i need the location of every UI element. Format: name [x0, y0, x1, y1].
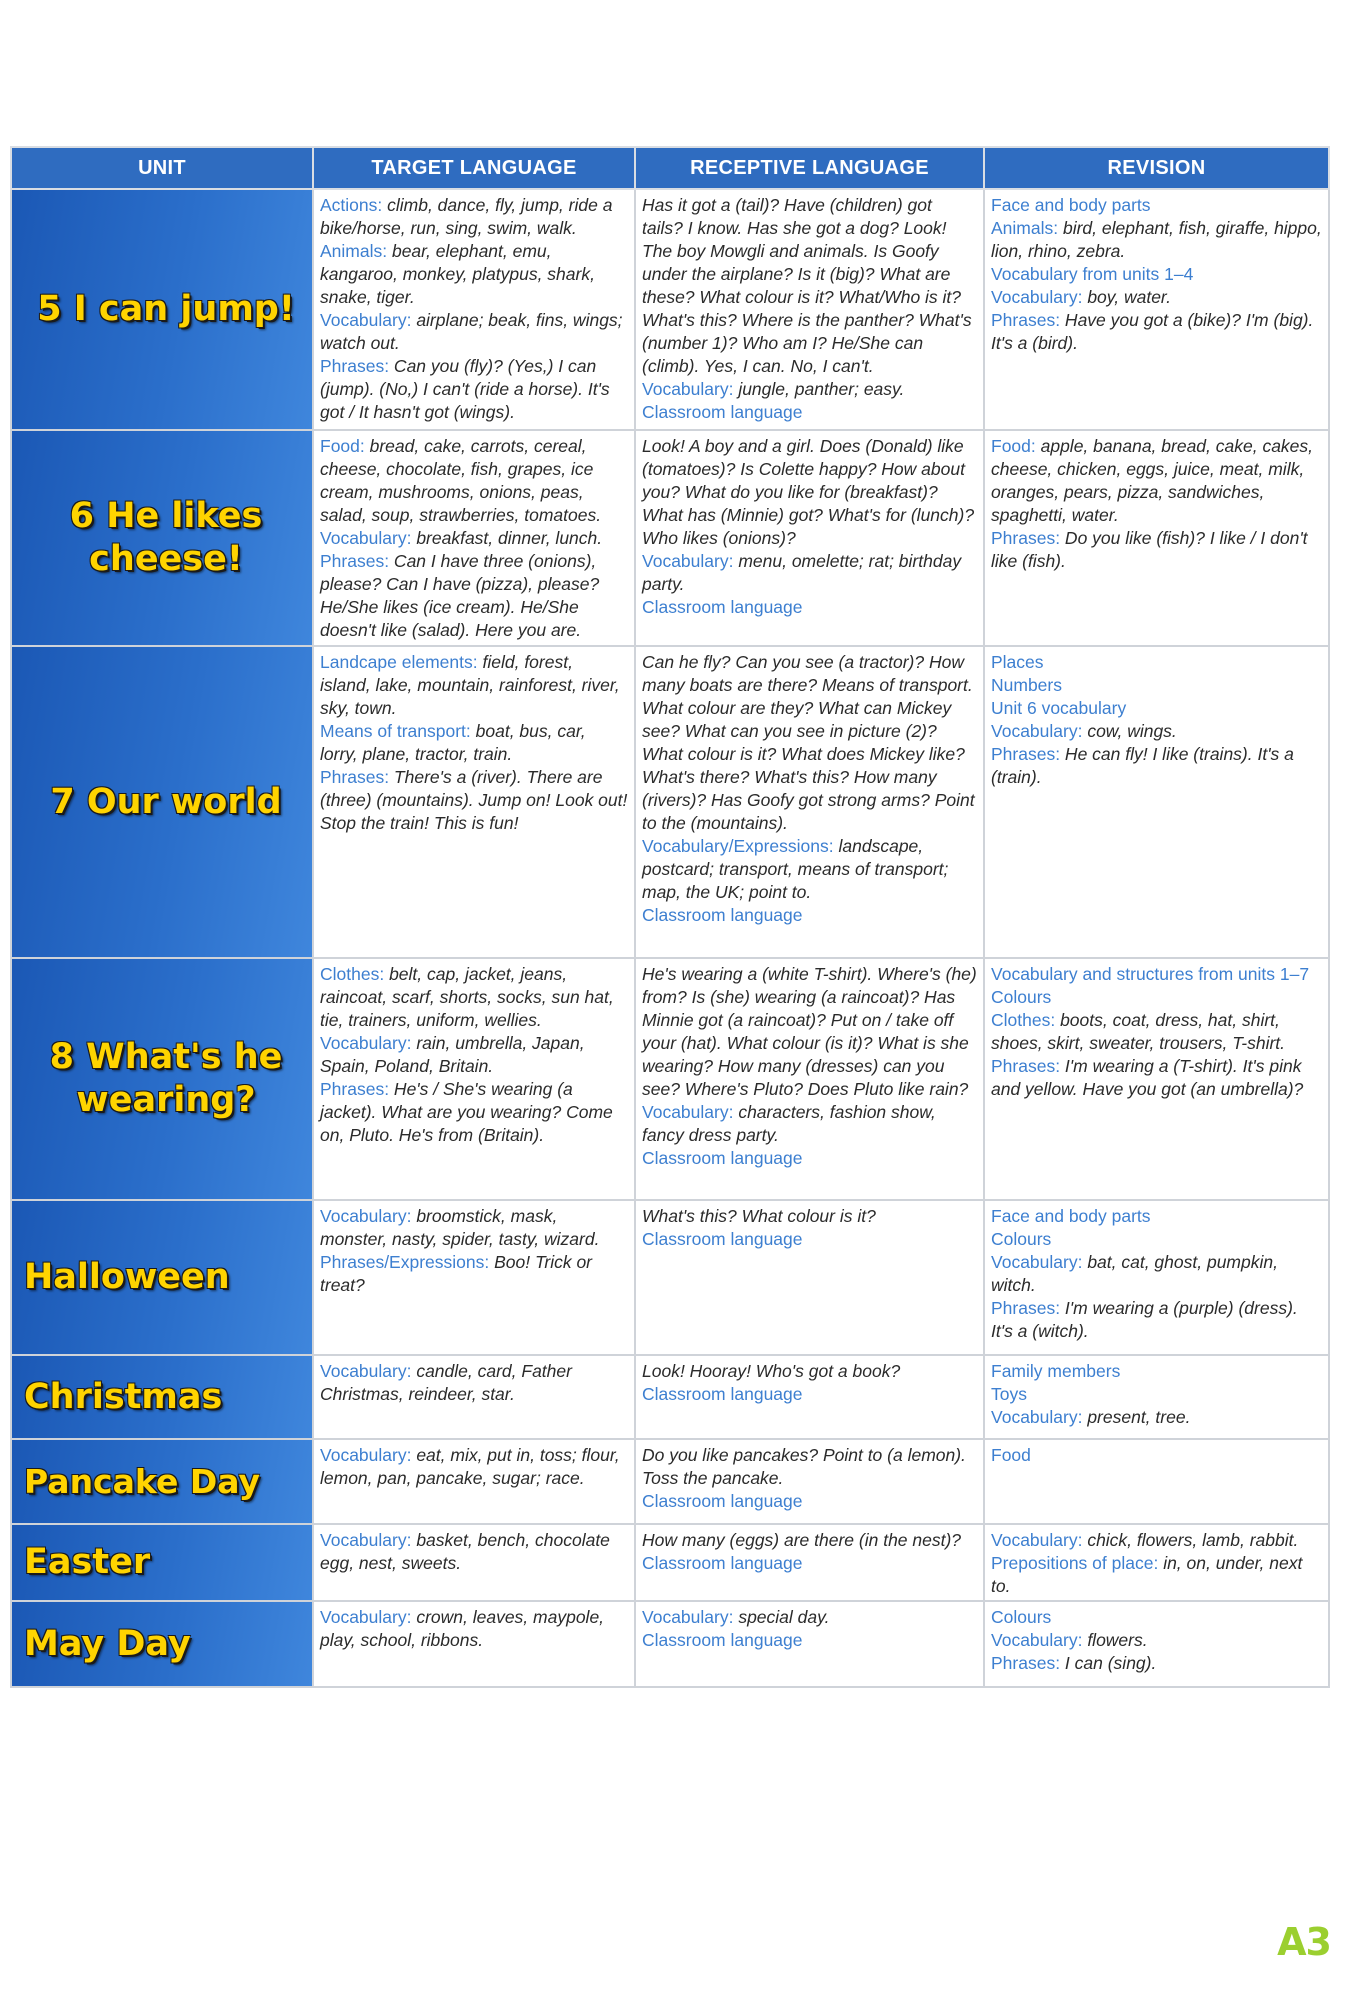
entry-label: Vocabulary: — [642, 551, 734, 571]
unit-title: Easter — [24, 1542, 151, 1582]
entry-text: boy, water. — [1082, 287, 1171, 307]
entry-text: Boo! Trick or treat? — [320, 1252, 593, 1295]
entry-label: Phrases: — [320, 1079, 390, 1099]
unit-cell — [11, 958, 313, 1200]
entry-label: Phrases: — [991, 1056, 1061, 1076]
entry-label: Vocabulary/Expressions: — [642, 836, 834, 856]
revision-cell — [984, 1524, 1329, 1601]
revision-cell — [984, 1439, 1329, 1524]
unit-title: May Day — [24, 1623, 191, 1664]
entry-text: jungle, panther; easy. — [733, 379, 905, 399]
entry-label: Vocabulary: — [320, 1361, 412, 1381]
entry-label: Classroom language — [642, 1553, 803, 1573]
entry-text: eat, mix, put in, toss; flour, lemon, pan, pancake, sugar; race. — [320, 1445, 620, 1488]
entry-label: Prepositions of place: — [991, 1553, 1159, 1573]
table-body — [11, 189, 1329, 1687]
entry-text: landscape, postcard; transport, means of transport; map, the UK; point to. — [642, 836, 949, 902]
entry-text: Have you got a (bike)? I'm (big). It's a (bird). — [991, 310, 1314, 353]
entry-label: Classroom language — [642, 1229, 803, 1249]
entry-label: Classroom language — [642, 1491, 803, 1511]
entry-label: Toys — [991, 1384, 1027, 1404]
receptive-language-cell — [635, 430, 984, 646]
entry-label: Actions: — [320, 195, 383, 215]
entry-label: Vocabulary: — [320, 1607, 412, 1627]
table-row — [11, 1355, 1329, 1439]
entry-text: rain, umbrella, Japan, Spain, Poland, Britain. — [320, 1033, 585, 1076]
entry-text: I'm wearing a (T-shirt). It's pink and yellow. Have you got (an umbrella)? — [991, 1056, 1304, 1099]
entry-label: Phrases: — [991, 1653, 1061, 1673]
entry-text: in, on, under, next to. — [991, 1553, 1303, 1596]
entry-label: Phrases/Expressions: — [320, 1252, 490, 1272]
receptive-language-cell — [635, 1524, 984, 1601]
entry-label: Classroom language — [642, 597, 803, 617]
entry-label: Phrases: — [991, 310, 1061, 330]
entry-label: Vocabulary: — [991, 1630, 1083, 1650]
entry-text: breakfast, dinner, lunch. — [411, 528, 603, 548]
entry-label: Phrases: — [991, 744, 1061, 764]
entry-label: Vocabulary: — [991, 287, 1083, 307]
entry-text: broomstick, mask, monster, nasty, spider, tasty, wizard. — [320, 1206, 600, 1249]
entry-label: Colours — [991, 987, 1052, 1007]
table-row — [11, 958, 1329, 1200]
entry-label: Phrases: — [320, 767, 390, 787]
receptive-language-cell — [635, 1601, 984, 1687]
entry-text: He can fly! I like (trains). It's a (train). — [991, 744, 1294, 787]
entry-label: Vocabulary: — [320, 1530, 412, 1550]
entry-text: airplane; beak, fins, wings; watch out. — [320, 310, 623, 353]
unit-cell — [11, 1355, 313, 1439]
entry-text: characters, fashion show, fancy dress party. — [642, 1102, 936, 1145]
syllabus-table — [10, 146, 1330, 1688]
revision-cell — [984, 1355, 1329, 1439]
entry-label: Colours — [991, 1607, 1052, 1627]
entry-text: candle, card, Father Christmas, reindeer, star. — [320, 1361, 572, 1404]
target-language-cell — [313, 1200, 635, 1355]
target-language-cell — [313, 958, 635, 1200]
entry-label: Animals: — [991, 218, 1059, 238]
entry-label: Classroom language — [642, 905, 803, 925]
unit-cell — [11, 1601, 313, 1687]
entry-label: Vocabulary: — [991, 1252, 1083, 1272]
receptive-language-cell — [635, 646, 984, 958]
entry-text: chick, flowers, lamb, rabbit. — [1082, 1530, 1299, 1550]
unit-title: 7 Our world — [50, 781, 282, 822]
entry-label: Food — [991, 1445, 1031, 1465]
revision-cell — [984, 1200, 1329, 1355]
revision-cell — [984, 1601, 1329, 1687]
entry-label: Clothes: — [320, 964, 385, 984]
unit-title: 6 He likes cheese! — [69, 496, 263, 579]
header-row — [11, 147, 1329, 189]
unit-cell — [11, 189, 313, 430]
entry-text: crown, leaves, maypole, play, school, ribbons. — [320, 1607, 605, 1650]
receptive-language-cell — [635, 958, 984, 1200]
unit-title: 8 What's he wearing? — [49, 1037, 283, 1120]
unit-cell — [11, 1200, 313, 1355]
table-row — [11, 646, 1329, 958]
table-row — [11, 1439, 1329, 1524]
target-language-cell — [313, 430, 635, 646]
entry-label: Phrases: — [991, 1298, 1061, 1318]
unit-title: Christmas — [24, 1376, 223, 1417]
entry-label: Vocabulary: — [991, 1530, 1083, 1550]
entry-label: Vocabulary: — [991, 1407, 1083, 1427]
entry-text: There's a (river). There are (three) (mountains). Jump on! Look out! Stop the train! This is fun! — [320, 767, 628, 833]
entry-label: Family members — [991, 1361, 1121, 1381]
entry-text: menu, omelette; rat; birthday party. — [642, 551, 962, 594]
revision-cell — [984, 646, 1329, 958]
entry-text: present, tree. — [1082, 1407, 1191, 1427]
entry-label: Food: — [320, 436, 365, 456]
entry-label: Classroom language — [642, 402, 803, 422]
entry-label: Vocabulary and structures from units 1–7 — [991, 964, 1310, 984]
entry-text: Can you (fly)? (Yes,) I can (jump). (No,) I can't (ride a horse). It's got / It hasn't got (wings). — [320, 356, 610, 422]
target-language-cell — [313, 1524, 635, 1601]
entry-label: Unit 6 vocabulary — [991, 698, 1127, 718]
unit-title: Pancake Day — [24, 1462, 260, 1501]
entry-label: Vocabulary: — [320, 310, 412, 330]
entry-text: boat, bus, car, lorry, plane, tractor, train. — [320, 721, 586, 764]
entry-label: Classroom language — [642, 1630, 803, 1650]
entry-text: special day. — [733, 1607, 830, 1627]
entry-label: Classroom language — [642, 1384, 803, 1404]
entry-label: Vocabulary: — [320, 1445, 412, 1465]
entry-text: What's this? What colour is it? — [642, 1206, 876, 1226]
entry-text: climb, dance, fly, jump, ride a bike/horse, run, sing, swim, walk. — [320, 195, 613, 238]
table-row — [11, 1524, 1329, 1601]
receptive-language-cell — [635, 1355, 984, 1439]
entry-label: Vocabulary from units 1–4 — [991, 264, 1194, 284]
entry-text: bird, elephant, fish, giraffe, hippo, lion, rhino, zebra. — [991, 218, 1322, 261]
unit-cell — [11, 430, 313, 646]
entry-label: Classroom language — [642, 1148, 803, 1168]
unit-cell — [11, 1524, 313, 1601]
entry-label: Vocabulary: — [642, 379, 734, 399]
revision-cell — [984, 189, 1329, 430]
entry-text: I can (sing). — [1060, 1653, 1157, 1673]
entry-text: Do you like (fish)? I like / I don't like (fish). — [991, 528, 1308, 571]
table-row — [11, 430, 1329, 646]
entry-label: Phrases: — [320, 551, 390, 571]
entry-text: Has it got a (tail)? Have (children) got tails? I know. Has she got a dog? Look! The boy Mowgli and animals. Is Goofy under the airplane? Is it (big)? What are these? What colour is it? What/Who is it? What's this? Where is the panther? What's (number 1)? Who am I? He/She can (climb). Yes, I can. No, I can't. — [642, 195, 972, 376]
entry-label: Vocabulary: — [642, 1102, 734, 1122]
entry-label: Clothes: — [991, 1010, 1056, 1030]
entry-text: Can I have three (onions), please? Can I have (pizza), please? He/She likes (ice cream). He/She doesn't like (salad). Here you are. — [320, 551, 600, 640]
revision-cell — [984, 958, 1329, 1200]
entry-label: Food: — [991, 436, 1036, 456]
entry-label: Phrases: — [991, 528, 1061, 548]
entry-label: Numbers — [991, 675, 1062, 695]
entry-text: He's wearing a (white T-shirt). Where's (he) from? Is (she) wearing (a raincoat)? Has Minnie got (a raincoat)? Put on / take off your (hat). What colour (is it)? What is she wearing? How many (dresses) can you see? Where's Pluto? Does Pluto like rain? — [642, 964, 977, 1099]
entry-text: Can he fly? Can you see (a tractor)? How many boats are there? Means of transport. What colour are they? What can Mickey see? What can you see in picture (2)? What colour is it? What does Mickey like? What's there? What's this? How many (rivers)? Has Goofy got strong arms? Point to the (mountains). — [642, 652, 975, 833]
entry-label: Places — [991, 652, 1044, 672]
entry-text: field, forest, island, lake, mountain, rainforest, river, sky, town. — [320, 652, 620, 718]
table-row — [11, 1601, 1329, 1687]
entry-label: Landcape elements: — [320, 652, 478, 672]
unit-title: 5 I can jump! — [37, 289, 295, 329]
entry-text: apple, banana, bread, cake, cakes, cheese, chicken, eggs, juice, meat, milk, oranges, pears, pizza, sandwiches, spaghetti, water. — [991, 436, 1314, 525]
entry-text: bear, elephant, emu, kangaroo, monkey, platypus, shark, snake, tiger. — [320, 241, 595, 307]
entry-text: cow, wings. — [1082, 721, 1177, 741]
unit-title: Halloween — [24, 1257, 230, 1297]
table-row — [11, 1200, 1329, 1355]
entry-label: Face and body parts — [991, 1206, 1151, 1226]
entry-text: flowers. — [1082, 1630, 1148, 1650]
target-language-cell — [313, 646, 635, 958]
table-row — [11, 189, 1329, 430]
entry-label: Vocabulary: — [991, 721, 1083, 741]
entry-text: bat, cat, ghost, pumpkin, witch. — [991, 1252, 1278, 1295]
entry-label: Animals: — [320, 241, 388, 261]
target-language-cell — [313, 1439, 635, 1524]
target-language-cell — [313, 1355, 635, 1439]
receptive-language-cell — [635, 1439, 984, 1524]
entry-text: How many (eggs) are there (in the nest)? — [642, 1530, 962, 1550]
receptive-language-cell — [635, 189, 984, 430]
entry-label: Face and body parts — [991, 195, 1151, 215]
header-revision: REVISION — [984, 147, 1329, 189]
entry-label: Vocabulary: — [642, 1607, 734, 1627]
entry-label: Phrases: — [320, 356, 390, 376]
revision-cell — [984, 430, 1329, 646]
unit-cell — [11, 646, 313, 958]
entry-text: Look! A boy and a girl. Does (Donald) like (tomatoes)? Is Colette happy? How about you? What do you like for (breakfast)? What has (Minnie) got? What's for (lunch)? Who likes (onions)? — [642, 436, 975, 548]
receptive-language-cell — [635, 1200, 984, 1355]
header-receptive-language: RECEPTIVE LANGUAGE — [635, 147, 984, 189]
entry-text: boots, coat, dress, hat, shirt, shoes, skirt, sweater, trousers, T-shirt. — [991, 1010, 1286, 1053]
entry-text: bread, cake, carrots, cereal, cheese, chocolate, fish, grapes, ice cream, mushrooms, onions, peas, salad, soup, strawberries, tomatoes. — [320, 436, 602, 525]
entry-text: belt, cap, jacket, jeans, raincoat, scarf, shorts, socks, sun hat, tie, trainers, uniform, wellies. — [320, 964, 614, 1030]
entry-label: Vocabulary: — [320, 528, 412, 548]
entry-label: Vocabulary: — [320, 1033, 412, 1053]
entry-text: basket, bench, chocolate egg, nest, sweets. — [320, 1530, 610, 1573]
unit-cell — [11, 1439, 313, 1524]
entry-text: He's / She's wearing (a jacket). What are you wearing? Come on, Pluto. He's from (Britain). — [320, 1079, 613, 1145]
page-number: A3 — [1277, 1920, 1331, 1964]
entry-label: Vocabulary: — [320, 1206, 412, 1226]
entry-label: Colours — [991, 1229, 1052, 1249]
entry-text: Look! Hooray! Who's got a book? — [642, 1361, 901, 1381]
target-language-cell — [313, 189, 635, 430]
header-unit: UNIT — [11, 147, 313, 189]
header-target-language: TARGET LANGUAGE — [313, 147, 635, 189]
entry-text: Do you like pancakes? Point to (a lemon). Toss the pancake. — [642, 1445, 966, 1488]
entry-text: I'm wearing a (purple) (dress). It's a (witch). — [991, 1298, 1298, 1341]
entry-label: Means of transport: — [320, 721, 471, 741]
target-language-cell — [313, 1601, 635, 1687]
